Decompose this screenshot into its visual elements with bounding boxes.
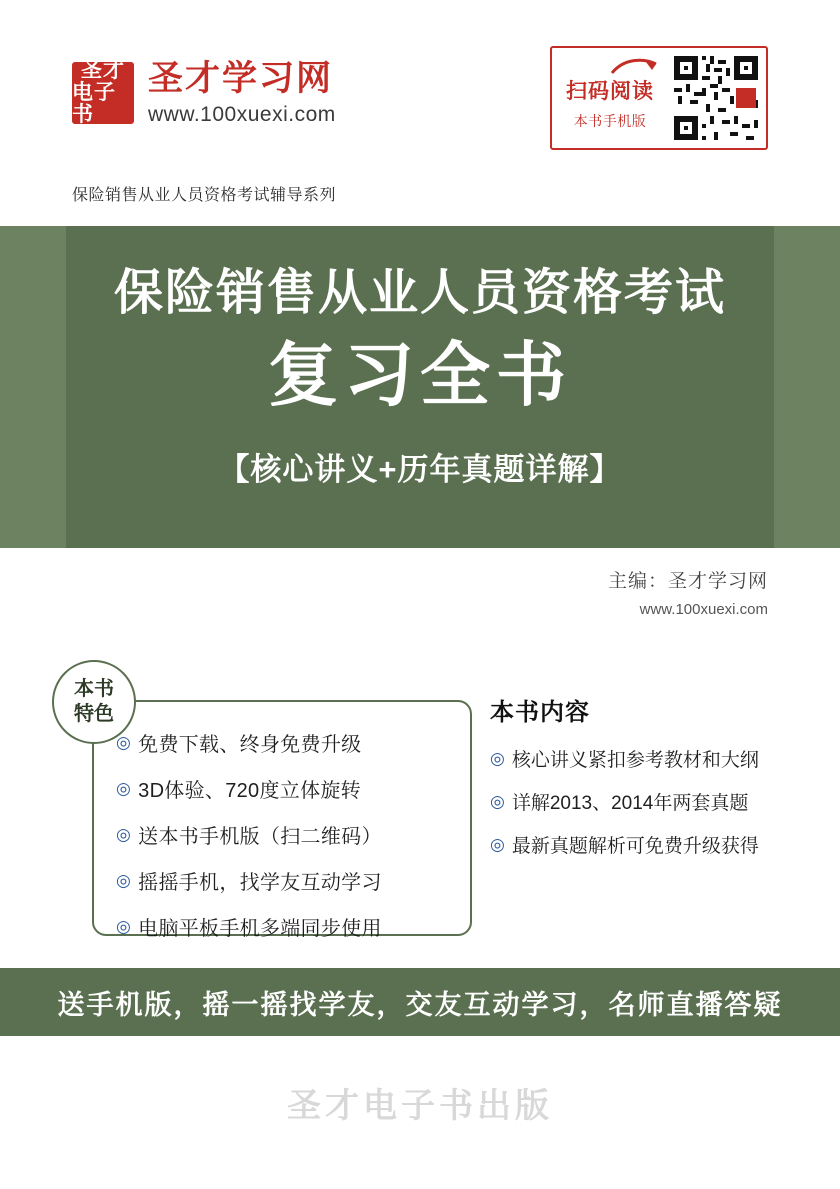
cover-title-big: 复习全书 (268, 335, 572, 414)
feature-item-label: 电脑平板手机多端同步使用 (138, 918, 382, 940)
bottom-banner (0, 968, 840, 1036)
band-stripe-left (0, 226, 66, 548)
ring-bullet-icon: ◎ (116, 825, 132, 844)
list-item (116, 774, 476, 803)
qr-badge-line2: 本书手机版 (573, 113, 647, 129)
cover-title-sub: 【核心讲义+历年真题详解】 (218, 451, 622, 487)
logo-mark-line1: 圣才 (81, 59, 125, 83)
content-item-label: 详解2013、2014年两套真题 (511, 793, 749, 814)
band-stripe-right (774, 226, 840, 548)
content-item-label: 核心讲义紧扣参考教材和大纲 (511, 750, 759, 771)
content-item-label: 最新真题解析可免费升级获得 (511, 836, 759, 857)
ring-bullet-icon: ◎ (116, 779, 132, 798)
ring-bullet-icon: ◎ (490, 792, 505, 811)
ring-bullet-icon: ◎ (116, 871, 132, 890)
list-item (490, 745, 810, 772)
brand-text (148, 60, 336, 127)
list-item (116, 912, 476, 941)
logo-mark-icon (72, 59, 134, 127)
list-item (490, 831, 810, 858)
qr-badge[interactable] (550, 46, 768, 150)
feature-item-label: 送本书手机版（扫二维码） (138, 826, 382, 848)
brand-url: www.100xuexi.com (148, 102, 336, 126)
list-item (490, 788, 810, 815)
ring-bullet-icon: ◎ (490, 749, 505, 768)
feature-item-label: 3D体验、720度立体旋转 (138, 780, 361, 802)
bottom-banner-text: 送手机版，摇一摇找学友，交友互动学习，名师直播答疑 (57, 989, 783, 1020)
features-badge-line1: 本书 (74, 678, 114, 700)
ring-bullet-icon: ◎ (490, 835, 505, 854)
cover-title-band (0, 226, 840, 548)
brand-logo (72, 60, 336, 127)
series-label: 保险销售从业人员资格考试辅导系列 (72, 187, 337, 204)
contents-title: 本书内容 (490, 699, 590, 726)
list-item (116, 866, 476, 895)
cover-title-group (66, 226, 774, 548)
brand-title: 圣才学习网 (148, 59, 334, 98)
publisher-name: 圣才电子书出版 (287, 1088, 553, 1125)
contents-section (490, 692, 810, 874)
ring-bullet-icon: ◎ (116, 733, 132, 752)
feature-item-label: 免费下载、终身免费升级 (138, 734, 362, 756)
qr-badge-line1: 扫码阅读 (566, 80, 654, 103)
cover-title-main: 保险销售从业人员资格考试 (113, 266, 726, 320)
editor-credit (608, 566, 768, 618)
logo-mark-line2: 电子书 (72, 81, 116, 127)
editor-name: 主编：圣才学习网 (607, 571, 768, 592)
list-item (116, 728, 476, 757)
features-list (116, 728, 476, 958)
qr-badge-text (552, 48, 668, 148)
ring-bullet-icon: ◎ (116, 917, 132, 936)
curved-arrow-icon (610, 56, 662, 76)
list-item (116, 820, 476, 849)
editor-url: www.100xuexi.com (639, 601, 768, 618)
feature-item-label: 摇摇手机，找学友互动学习 (138, 872, 382, 894)
features-badge-line2: 特色 (74, 703, 114, 725)
qr-code-icon[interactable] (670, 52, 762, 144)
cover-header (0, 46, 840, 166)
